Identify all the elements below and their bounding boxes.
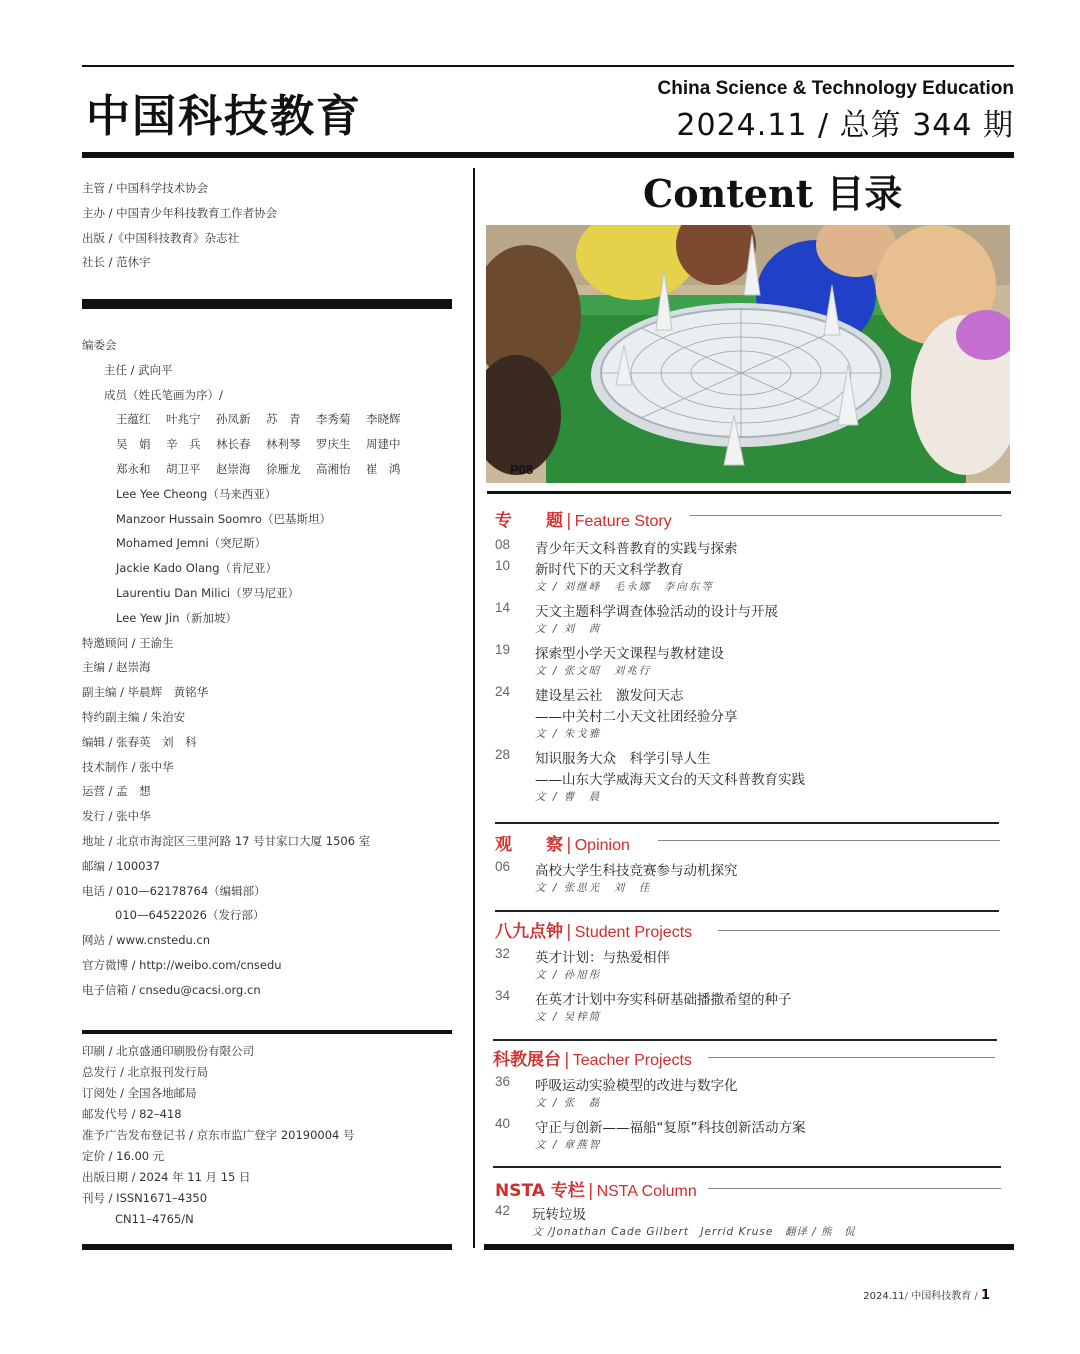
members-row [82,457,416,482]
toc-nsta-column [495,1203,1010,1245]
toc-entry[interactable] [495,988,1010,1009]
section-title-zh: 专 题 [495,511,563,531]
section-title-en: Teacher Projects [572,1052,692,1069]
editorial-chair: 主任 / 武向平 [104,362,173,377]
member-name: 郑永和 [116,461,151,476]
toc-teacher-projects [495,1074,1010,1158]
masthead-line: 出版 /《中国科技教育》杂志社 [82,230,240,245]
masthead [82,176,277,275]
publishing-line: 定价 / 16.00 元 [82,1149,165,1163]
email-line: 电子信箱 / cnsedu@cacsi.org.cn [82,982,261,997]
foreign-member: Laurentiu Dan Milici（罗马尼亚） [116,585,300,600]
toc-page: 40 [495,1116,511,1131]
section-feature-story [495,506,672,531]
toc-title: 探索型小学天文课程与教材建设 [535,646,724,662]
english-title: China Science & Technology Education [657,78,1014,99]
toc-title: 在英才计划中夯实科研基础播撒希望的种子 [535,992,792,1008]
publishing-line: 邮发代号 / 82–418 [82,1107,182,1121]
footer-date: 2024.11 [863,1291,905,1302]
member-name: 崔 鸿 [366,461,401,476]
member-name: 李秀菊 [316,412,351,427]
toc-student-projects [495,946,1010,1030]
masthead-line: 主办 / 中国青少年科技教育工作者协会 [82,205,278,220]
member-name: 高湘怡 [316,461,351,476]
toc-title: 知识服务大众 科学引导人生 [535,751,711,767]
page-footer [863,1287,990,1303]
section-title-zh: 科教展台 [493,1050,561,1070]
member-name: 赵崇海 [216,461,251,476]
footer-slash: / [971,1291,981,1302]
toc-author: 文 / 刘继峰 毛永娜 李向东等 [535,581,714,593]
editorial-heading: 编委会 [82,338,117,352]
toc-entry[interactable] [495,747,1010,768]
toc-title: 青少年天文科普教育的实践与探索 [535,541,738,557]
toc-page: 19 [495,642,511,657]
member-name: 苏 青 [266,412,301,427]
member-name: 林长春 [216,437,251,452]
toc-entry[interactable] [495,859,1010,880]
toc-title: 建设星云社 激发问天志 [535,688,684,704]
staff-line: 副主编 / 毕晨辉 黄铭华 [82,685,209,700]
publishing-line: 订阅处 / 全国各地邮局 [82,1086,197,1100]
section-title-zh: NSTA 专栏 [495,1181,585,1201]
section-top-rule [493,1166,1001,1168]
section-title-zh: 观 察 [495,835,563,855]
staff-line: 特约副主编 / 朱治安 [82,709,186,724]
toc-entry[interactable] [495,1116,1010,1137]
toc-entry[interactable] [495,558,1010,579]
section-rule [708,1188,1001,1189]
toc-author: 文 /Jonathan Cade Gilbert Jerrid Kruse 翻译 / 熊 侃 [532,1226,856,1238]
toc-author: 文 / 刘 茜 [535,623,602,635]
toc-page: 06 [495,859,511,874]
member-name: 周建中 [366,437,401,452]
staff-line: 主编 / 赵崇海 [82,660,151,675]
member-name: 孙凤新 [216,412,251,427]
website-line: 网站 / www.cnstedu.cn [82,933,211,948]
toc-author: 文 / 吴梓简 [535,1011,602,1023]
foreign-member: Manzoor Hussain Soomro（巴基斯坦） [116,511,331,526]
left-bottom-bar [82,1244,452,1250]
right-bottom-bar [484,1244,1014,1250]
toc-entry[interactable] [495,537,1010,558]
section-rule [658,840,1000,841]
toc-page: 42 [495,1203,511,1218]
publishing-info [82,1041,355,1230]
publishing-bar [82,1030,452,1034]
publishing-line: 准予广告发布登记书 / 京东市监广登字 20190004 号 [82,1128,355,1142]
section-rule [690,515,1002,516]
address-line: 地址 / 北京市海淀区三里河路 17 号甘家口大厦 1506 室 [82,833,371,848]
section-title-en: Feature Story [574,513,672,530]
toc-author: 文 / 张 磊 [535,1097,602,1109]
toc-entry[interactable] [495,684,1010,705]
section-student-projects [495,917,692,942]
toc-opinion [495,859,1010,901]
toc-title: 高校大学生科技竞赛参与动机探究 [535,863,738,879]
toc-subtitle: ——山东大学威海天文台的天文科普教育实践 [535,772,805,788]
phone-line-2: 010—64522026（发行部） [115,908,265,923]
masthead-line: 社长 / 范休宇 [82,255,151,270]
member-name: 吴 娟 [116,437,151,452]
section-teacher-projects [493,1045,692,1070]
column-divider [473,168,475,1248]
header-thick-rule [82,152,1014,158]
toc-entry[interactable] [495,1074,1010,1095]
toc-subtitle-row [495,705,1010,726]
section-separator: | [587,1181,594,1201]
section-top-rule [495,822,999,824]
cn-number: CN11–4765/N [115,1212,194,1226]
foreign-member: Lee Yew Jin（新加坡） [116,610,238,625]
section-rule [718,930,1000,931]
member-name: 徐雁龙 [266,461,301,476]
toc-page: 24 [495,684,511,699]
toc-page: 32 [495,946,511,961]
toc-title: 新时代下的天文科学教育 [535,562,684,578]
footer-magazine: 中国科技教育 [911,1291,972,1302]
section-top-rule [495,910,999,912]
toc-title: 英才计划：与热爱相伴 [535,950,670,966]
editorial-board [82,333,416,1003]
contents-top-bar [487,491,1011,494]
toc-author: 文 / 孙旭彤 [535,969,602,981]
foreign-member: Mohamed Jemni（突尼斯） [116,536,267,551]
foreign-member: Lee Yee Cheong（马来西亚） [116,486,277,501]
toc-author: 文 / 曹 晨 [535,791,602,803]
staff-line: 编辑 / 张春英 刘 科 [82,734,197,749]
toc-page: 08 [495,537,511,552]
toc-title: 玩转垃圾 [532,1207,586,1223]
member-name: 罗庆生 [316,437,351,452]
section-opinion [495,830,630,855]
issue-number: 2024.11 / 总第 344 期 [676,108,1014,143]
toc-author: 文 / 朱戈雅 [535,728,602,740]
section-nsta-column [495,1176,697,1201]
photo-page-label: P08 [510,462,534,477]
members-row [82,432,416,457]
members-row [82,407,416,432]
member-name: 胡卫平 [166,461,201,476]
toc-entry[interactable] [495,946,1010,967]
section-separator: | [564,1050,570,1070]
publishing-line: 总发行 / 北京报刊发行局 [82,1065,209,1079]
toc-author: 文 / 张文昭 刘兆行 [535,665,652,677]
section-separator: | [566,922,572,942]
toc-entry[interactable] [495,1203,1010,1224]
toc-page: 28 [495,747,511,762]
masthead-line: 主管 / 中国科学技术协会 [82,181,209,195]
publishing-line: 出版日期 / 2024 年 11 月 15 日 [82,1170,251,1184]
member-name: 李晓辉 [366,412,401,427]
toc-subtitle: ——中关村二小天文社团经验分享 [535,709,738,725]
staff-line: 运营 / 孟 想 [82,784,151,799]
toc-entry[interactable] [495,600,1010,621]
section-title-zh: 八九点钟 [495,922,563,942]
top-rule [82,65,1014,67]
staff-line: 技术制作 / 张中华 [82,759,174,774]
toc-title: 天文主题科学调查体验活动的设计与开展 [535,604,778,620]
editorial-members-label: 成员（姓氏笔画为序）/ [104,387,223,402]
section-title-en: Student Projects [574,924,693,941]
toc-author: 文 / 张思光 刘 佳 [535,882,652,894]
section-separator: | [566,511,572,531]
section-top-rule [493,1039,997,1041]
toc-page: 14 [495,600,511,615]
contents-title: Content 目录 [643,171,903,216]
cover-photo [486,225,1010,483]
foreign-member: Jackie Kado Olang（肯尼亚） [116,561,278,576]
toc-page: 34 [495,988,511,1003]
page-number: 1 [980,1288,990,1303]
magazine-title: 中国科技教育 [86,91,362,142]
weibo-line: 官方微博 / http://weibo.com/cnsedu [82,957,282,972]
toc-subtitle-row [495,768,1010,789]
toc-page: 36 [495,1074,511,1089]
publishing-line: 刊号 / ISSN1671–4350 [82,1191,208,1205]
toc-author: 文 / 章燕智 [535,1139,602,1151]
toc-page: 10 [495,558,511,573]
telescope-model-photo [486,225,1010,483]
member-name: 林利琴 [266,437,301,452]
staff-line: 特邀顾问 / 王渝生 [82,635,174,650]
toc-title: 呼吸运动实验模型的改进与数字化 [535,1078,738,1094]
section-title-en: Opinion [574,837,630,854]
member-name: 辛 兵 [166,437,201,452]
member-name: 叶兆宁 [166,412,201,427]
staff-line: 发行 / 张中华 [82,809,151,824]
postcode-line: 邮编 / 100037 [82,858,161,873]
footer-slash: / [904,1291,909,1302]
toc-feature-story [495,537,1010,810]
section-rule [708,1057,995,1058]
toc-entry[interactable] [495,642,1010,663]
masthead-bar [82,299,452,309]
section-title-en: NSTA Column [596,1183,697,1200]
toc-title: 守正与创新——福船“复原”科技创新活动方案 [535,1120,806,1136]
section-separator: | [566,835,572,855]
phone-line: 电话 / 010—62178764（编辑部） [82,883,266,898]
member-name: 王蕴红 [116,412,151,427]
publishing-line: 印刷 / 北京盛通印刷股份有限公司 [82,1044,255,1058]
